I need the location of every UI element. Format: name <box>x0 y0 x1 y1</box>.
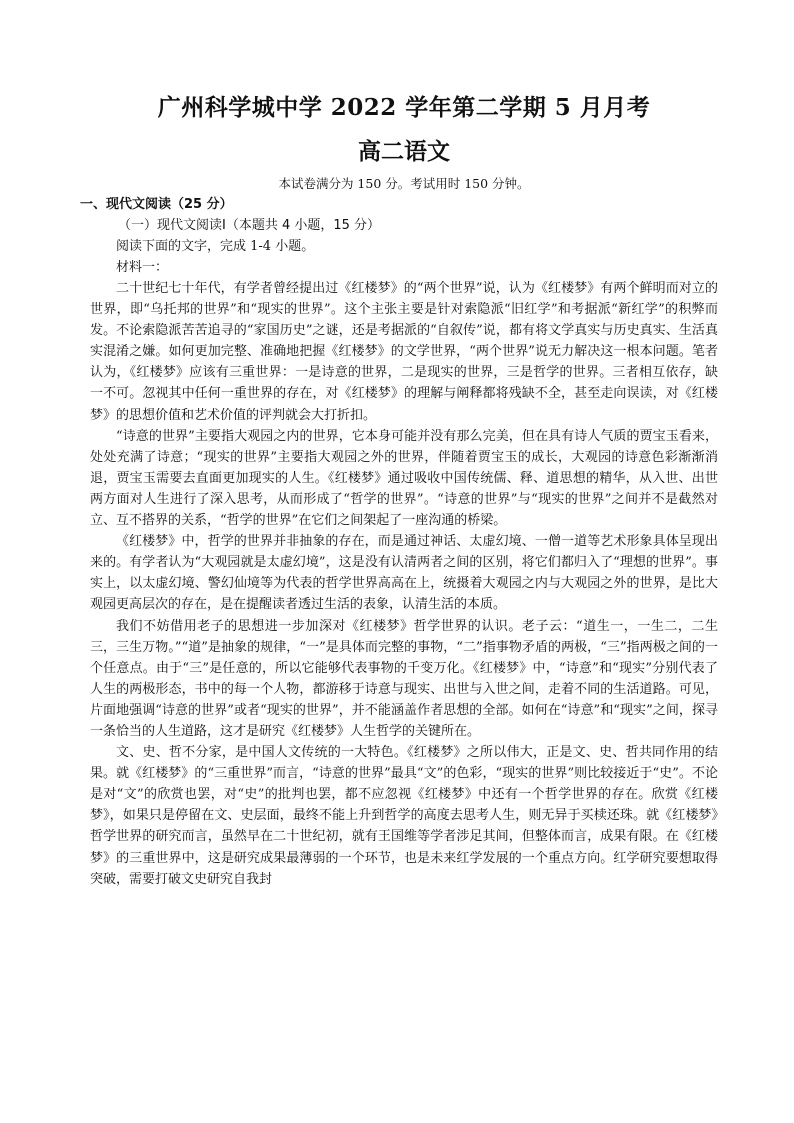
section-heading: 一、现代文阅读（25 分） <box>80 197 233 212</box>
subsection-heading: （一）现代文阅读Ⅰ（本题共 4 小题，15 分） <box>118 218 381 233</box>
exam-note: 本试卷满分为 150 分。考试用时 150 分钟。 <box>278 176 530 191</box>
exam-subject: 高二语文 <box>358 138 450 165</box>
paragraph-4: 我们不妨借用老子的思想进一步加深对《红楼梦》哲学世界的认识。老子云：“道生一，一生二，二生三，三生万物。”“道”是抽象的规律，“一”是具体而完整的事物，“二”指事物矛盾的两极，“三”指两极之间的一个任意点。由于“三”是任意的，所以它能够代表事物的千变万化。《红楼梦》中，“诗意”和“现实”分别代表了人生的两极形态，书中的每一个人物，都游移于诗意与现实、出世与入世之间，走着不同的生活道路。可见，片面地强调“诗意的世界”或者“现实的世界”，并不能涵盖作者思想的全部。如何在“诗意”和“现实”之间，探寻一条恰当的人生道路，这才是研究《红楼梦》人生哲学的关键所在。 <box>90 618 718 739</box>
paragraph-3: 《红楼梦》中，哲学的世界并非抽象的存在，而是通过神话、太虚幻境、一僧一道等艺术形象具体呈现出来的。有学者认为“大观园就是太虚幻境”，这是没有认清两者之间的区别，将它们都归入了“理想的世界”。事实上，以太虚幻境、警幻仙境等为代表的哲学世界高高在上，统摄着大观园之内与大观园之外的世界，是比大观园更高层次的存在，是在提醒读者透过生活的表象，认清生活的本质。 <box>90 534 718 613</box>
paragraph-5: 文、史、哲不分家，是中国人文传统的一大特色。《红楼梦》之所以伟大，正是文、史、哲共同作用的结果。就《红楼梦》的“三重世界”而言，“诗意的世界”最具“文”的色彩，“现实的世界”则比较接近于“史”。不论是对“文”的欣赏也罢，对“史”的批判也罢，都不应忽视《红楼梦》中还有一个哲学世界的存在。欣赏《红楼梦》，如果只是停留在文、史层面，最终不能上升到哲学的高度去思考人生，则无异于买椟还珠。就《红楼梦》哲学世界的研究而言，虽然早在二十世纪初，就有王国维等学者涉足其间，但整体而言，成果有限。在《红楼梦》的三重世界中，这是研究成果最薄弱的一个环节，也是未来红学发展的一个重点方向。红学研究要想取得突破，需要打破文史研究自我封 <box>90 745 718 887</box>
exam-title: 广州科学城中学 2022 学年第二学期 5 月月考 <box>157 94 651 121</box>
material-label: 材料一： <box>116 260 169 275</box>
paragraph-1: 二十世纪七十年代，有学者曾经提出过《红楼梦》的“两个世界”说，认为《红楼梦》有两个鲜明而对立的世界，即“乌托邦的世界”和“现实的世界”。这个主张主要是针对索隐派“旧红学”和考据派“新红学”的积弊而发。不论索隐派苦苦追寻的“家国历史”之谜，还是考据派的“自叙传”说，都有将文学真实与历史真实、生活真实混淆之嫌。如何更加完整、准确地把握《红楼梦》的文学世界，“两个世界”说无力解决这一根本问题。笔者认为，《红楼梦》应该有三重世界：一是诗意的世界，二是现实的世界，三是哲学的世界。三者相互依存，缺一不可。忽视其中任何一重世界的存在，对《红楼梦》的理解与阐释都将残缺不全，甚至走向误读，对《红楼梦》的思想价值和艺术价值的评判就会大打折扣。 <box>90 281 718 423</box>
reading-instruction: 阅读下面的文字，完成 1-4 小题。 <box>116 239 315 254</box>
paragraph-2: “诗意的世界”主要指大观园之内的世界，它本身可能并没有那么完美，但在具有诗人气质的贾宝玉看来，处处充满了诗意；“现实的世界”主要指大观园之外的世界，伴随着贾宝玉的成长，大观园的诗意色彩渐渐消退，贾宝玉需要去直面更加现实的人生。《红楼梦》通过吸收中国传统儒、释、道思想的精华，从入世、出世两方面对人生进行了深入思考，从而形成了“哲学的世界”。“诗意的世界”与“现实的世界”之间并不是截然对立、互不搭界的关系，“哲学的世界”在它们之间架起了一座沟通的桥梁。 <box>90 428 718 529</box>
